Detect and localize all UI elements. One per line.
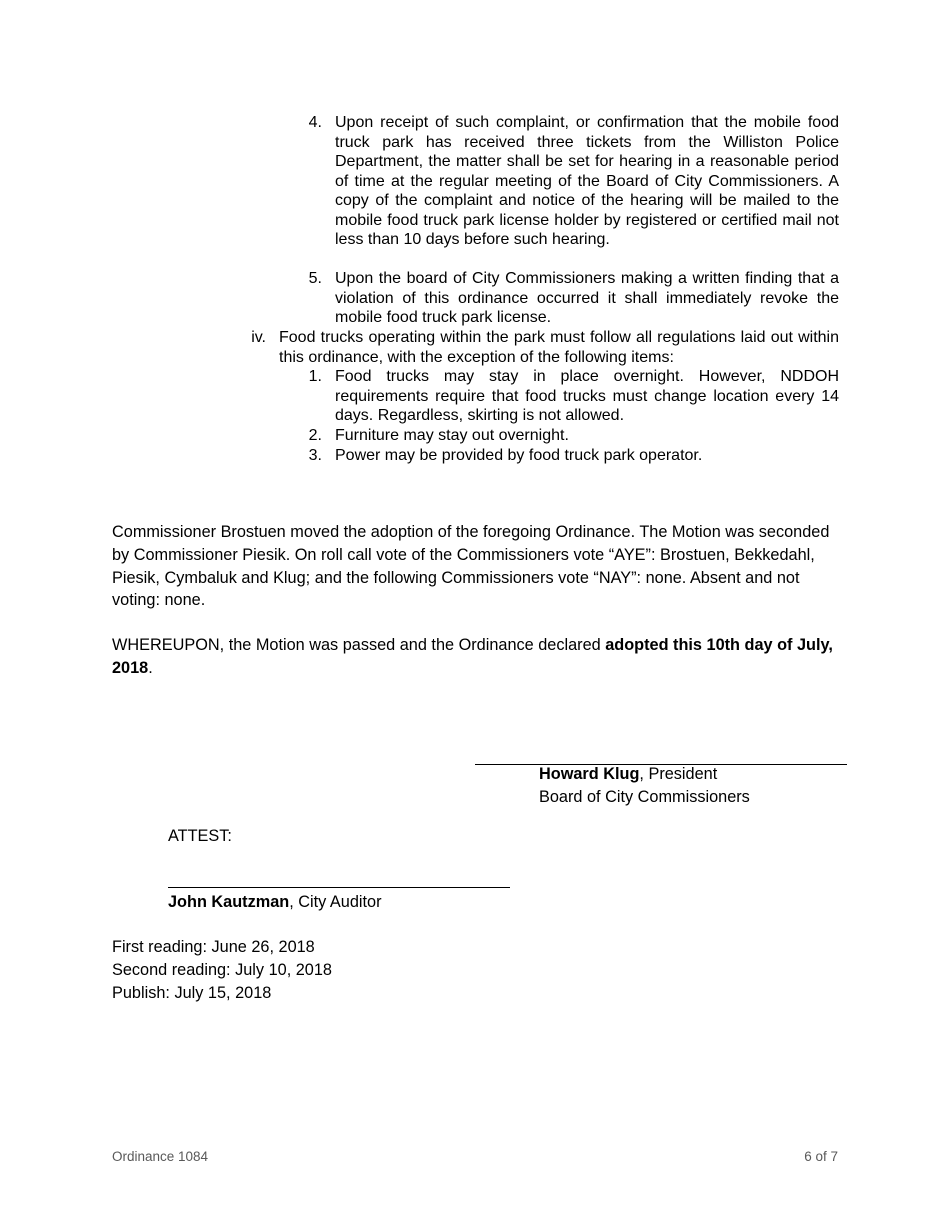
footer-ordinance-number: Ordinance 1084 [112,1149,209,1164]
president-title: , President [639,765,718,783]
footer-page-number: 6 of 7 [804,1149,838,1164]
whereupon-paragraph [112,634,840,680]
list-item-text: Food trucks operating within the park must follow all regulations laid out within this ordinance, with the exception of the following items: [279,329,839,366]
list-marker: 2. [308,427,322,444]
president-body: Board of City Commissioners [539,788,750,806]
list-marker: 5. [308,270,322,287]
second-reading: Second reading: July 10, 2018 [112,961,332,979]
adoption-date: adopted this 10th day of July, 2018 [112,636,833,677]
auditor-name: John Kautzman [168,893,290,911]
list-item-text: Upon receipt of such complaint, or confirmation that the mobile food truck park has received three tickets from the Williston Police Department, the matter shall be set for hearing in a reasonable period of time at the regular meeting of the Board of City Commissioners. A copy of the complaint and notice of the hearing will be mailed to the mobile food truck park license holder by registered or certified mail not less than 10 days before such hearing. [335,114,839,248]
first-reading: First reading: June 26, 2018 [112,938,315,956]
list-item-text: Furniture may stay out overnight. [335,427,569,444]
auditor-signature-name [168,891,382,914]
auditor-signature-line [168,887,510,888]
list-marker: iv. [251,329,266,346]
whereupon-lead: WHEREUPON, the Motion was passed and the Ordinance declared [112,636,606,654]
attest-label: ATTEST: [168,827,232,845]
list-item-text: Food trucks may stay in place overnight. However, NDDOH requirements require that food trucks must change location every 14 days. Regardless, skirting is not allowed. [335,368,839,424]
list-item-text: Upon the board of City Commissioners making a written finding that a violation of this ordinance occurred it shall immediately revoke the mobile food truck park license. [335,270,839,326]
motion-paragraph: Commissioner Brostuen moved the adoption of the foregoing Ordinance. The Motion was seconded by Commissioner Piesik. On roll call vote of the Commissioners vote “AYE”: Brostuen, Bekkedahl, Piesik, Cymbaluk and Klug; and the following Commissioners vote “NAY”: none. Absent and not voting: none. [112,523,830,610]
publish-date: Publish: July 15, 2018 [112,984,272,1002]
whereupon-tail: . [148,658,153,677]
president-signature-name [539,763,717,786]
list-marker: 1. [308,368,322,385]
list-marker: 4. [308,114,322,131]
list-marker: 3. [308,447,322,464]
list-item-text: Power may be provided by food truck park operator. [335,447,703,464]
auditor-title: , City Auditor [289,893,382,911]
president-name: Howard Klug [539,765,640,783]
